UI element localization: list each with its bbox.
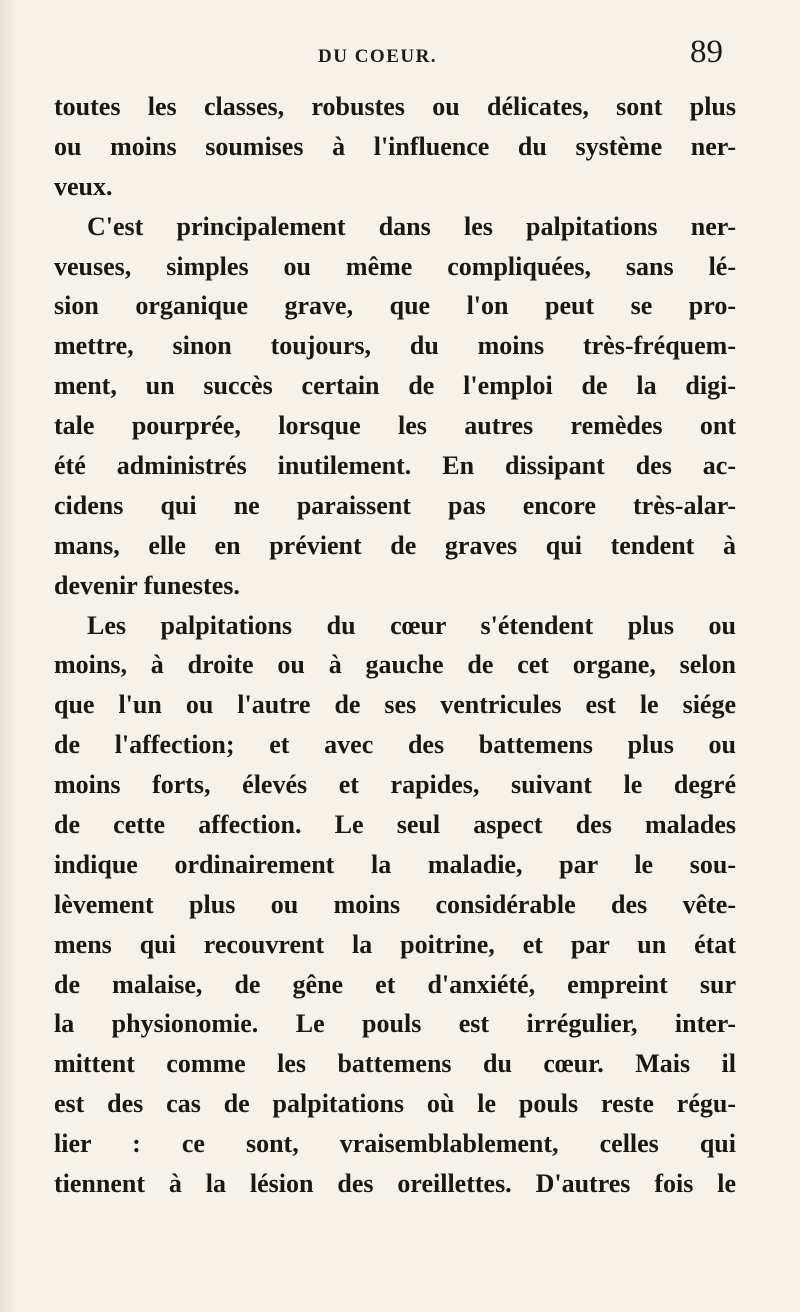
page-header	[0, 34, 800, 84]
text-line: indique ordinairement la maladie, par le sou-	[54, 849, 736, 879]
text-line: veux.	[54, 171, 113, 201]
text-line: sion organique grave, que l'on peut se pro-	[54, 291, 736, 321]
running-head: DU COEUR.	[318, 46, 438, 67]
body-text	[54, 87, 736, 1204]
text-line: devenir funestes.	[54, 570, 240, 600]
text-line: moins, à droite ou à gauche de cet organe, selon	[54, 650, 736, 680]
text-line: moins forts, élevés et rapides, suivant le degré	[54, 770, 736, 800]
text-line: ment, un succès certain de l'emploi de la digi-	[54, 371, 736, 401]
page-number: 89	[690, 34, 723, 70]
text-line: de malaise, de gêne et d'anxiété, empreint sur	[54, 969, 736, 999]
text-line: veuses, simples ou même compliquées, sans lé-	[54, 251, 736, 281]
text-line: toutes les classes, robustes ou délicates, sont plus	[54, 92, 736, 121]
text-line: C'est principalement dans les palpitations ner-	[87, 211, 736, 241]
text-line: été administrés inutilement. En dissipant des ac-	[54, 451, 736, 481]
text-line: que l'un ou l'autre de ses ventricules est le siége	[54, 690, 736, 720]
text-line: lier : ce sont, vraisemblablement, celles qui	[54, 1129, 736, 1159]
text-line: de cette affection. Le seul aspect des malades	[54, 810, 736, 840]
text-line: mittent comme les battemens du cœur. Mais il	[54, 1049, 736, 1079]
text-line: cidens qui ne paraissent pas encore très-alar-	[54, 490, 736, 520]
text-line: de l'affection; et avec des battemens plus ou	[54, 730, 736, 760]
text-line: est des cas de palpitations où le pouls reste régu-	[54, 1089, 736, 1119]
text-line: Les palpitations du cœur s'étendent plus ou	[87, 610, 736, 640]
text-line: mettre, sinon toujours, du moins très-fréquem-	[54, 331, 736, 361]
text-line: tiennent à la lésion des oreillettes. D'autres fois le	[54, 1169, 736, 1199]
text-line: la physionomie. Le pouls est irrégulier, inter-	[54, 1009, 736, 1039]
text-line: lèvement plus ou moins considérable des vête-	[54, 889, 736, 919]
text-line: ou moins soumises à l'influence du système ner-	[54, 131, 736, 161]
page-gutter-shadow	[0, 0, 18, 1312]
text-line: mens qui recouvrent la poitrine, et par un état	[54, 929, 736, 959]
text-line: mans, elle en prévient de graves qui tendent à	[54, 530, 736, 560]
text-line: tale pourprée, lorsque les autres remèdes ont	[54, 411, 736, 441]
